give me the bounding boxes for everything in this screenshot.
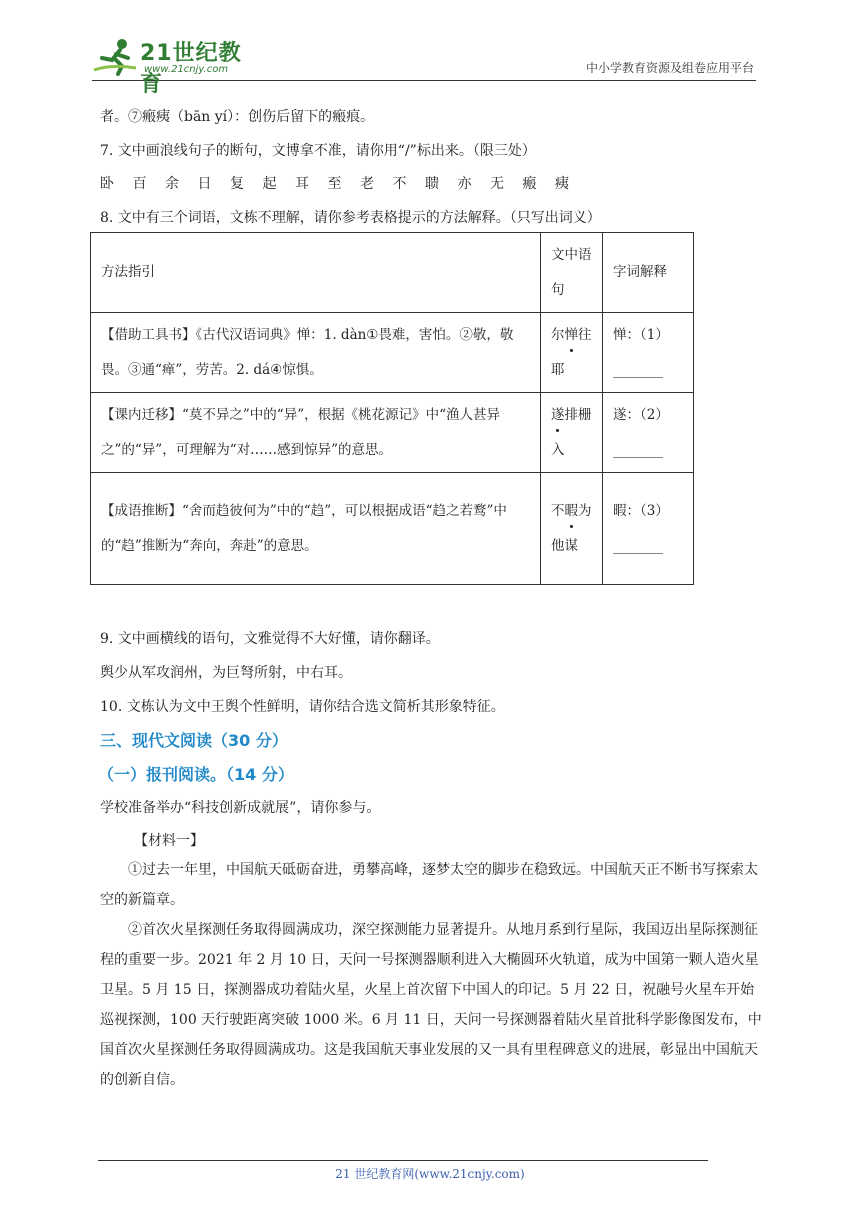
header-explain: 字词解释: [603, 233, 694, 313]
runner-logo-icon: [92, 36, 138, 76]
subsection-title: （一）报刊阅读。（14 分）: [98, 765, 294, 784]
note-line: 者。⑦瘢痍（bān yí）：创伤后留下的瘢痕。: [100, 109, 375, 125]
emphasized-char: 惮: [565, 318, 579, 353]
explain-cell: [603, 473, 694, 585]
page-header: [92, 34, 756, 97]
sentence-post: 排栅入: [551, 406, 592, 458]
material-label: 【材料一】: [134, 833, 204, 849]
logo-url: www.21cnjy.com: [144, 64, 229, 75]
sentence-cell: [541, 313, 603, 393]
question-9: 9. 文中画横线的语句，文雅觉得不大好懂，请你翻译。: [100, 631, 440, 647]
table-row: [91, 393, 694, 473]
method-cell: 【课内迁移】“莫不异之”中的“异”，根据《桃花源记》中“渔人甚异之”的“异”，可理解为“对……感到惊异”的意思。: [91, 393, 541, 473]
paragraph-2: ②首次火星探测任务取得圆满成功，深空探测能力显著提升。从地月系到行星际，我国迈出星际探测征程的重要一步。2021 年 2 月 10 日，天问一号探测器顺利进入大椭圆环火轨道，成为中国第一颗人造火星卫星。5 月 15 日，探测器成功着陆火星，火星上首次留下中国人的印记。5 月 22 日，祝融号火星车开始巡视探测，100 天行驶距离突破 1000 米。6 月 11 日，天问一号探测器着陆火星首批科学影像图发布，中国首次火星探测任务取得圆满成功。这是我国航天事业发展的又一具有里程碑意义的进展，彰显出中国航天的创新自信。: [100, 922, 762, 1088]
explain-cell: [603, 393, 694, 473]
emphasized-char: 遂: [551, 398, 565, 433]
table-row: [91, 313, 694, 393]
answer-blank[interactable]: [613, 363, 663, 378]
logo-text: 21世纪教育: [140, 41, 242, 97]
sentence-post: 为他谋: [551, 502, 592, 554]
table-row: [91, 473, 694, 585]
paragraph-1: ①过去一年里，中国航天砥砺奋进，勇攀高峰，逐梦太空的脚步在稳致远。中国航天正不断书写探索太空的新篇章。: [100, 862, 758, 908]
footer-divider: [98, 1160, 708, 1161]
answer-blank[interactable]: [613, 539, 663, 554]
question-7-sentence: 卧百余日复起耳至老不聩亦无瘢痍: [100, 176, 588, 192]
sentence-pre: 尔: [551, 326, 565, 343]
explain-cell: [603, 313, 694, 393]
table-header-row: [91, 233, 694, 313]
question-8: 8. 文中有三个词语，文栋不理解，请你参考表格提示的方法解释。（只写出词义）: [100, 210, 601, 226]
sentence-cell: [541, 473, 603, 585]
footer-text: 21 世纪教育网(www.21cnjy.com): [335, 1167, 525, 1181]
method-cell: 【借助工具书】《古代汉语词典》惮：1. dàn①畏难，害怕。②敬，敬畏。③通“瘅”，劳苦。2. dá④惊惧。: [91, 313, 541, 393]
question-9-sentence: 舆少从军攻润州，为巨弩所射，中右耳。: [100, 665, 352, 681]
section-title: 三、现代文阅读（30 分）: [100, 731, 288, 750]
method-table: [90, 232, 694, 585]
method-cell: 【成语推断】“舍而趋彼何为”中的“趋”，可以根据成语“趋之若鹜”中的“趋”推断为“奔向，奔赴”的意思。: [91, 473, 541, 585]
platform-label: 中小学教育资源及组卷应用平台: [585, 61, 754, 75]
emphasized-char: 暇: [565, 494, 579, 529]
header-method: 方法指引: [91, 233, 541, 313]
answer-blank[interactable]: [613, 443, 663, 458]
sentence-post: 往耶: [551, 326, 592, 378]
section-intro: 学校准备举办“科技创新成就展”，请你参与。: [100, 800, 381, 816]
logo: [92, 36, 262, 97]
explain-label: 暇：（3）: [613, 502, 669, 519]
question-10: 10. 文栋认为文中王舆个性鲜明，请你结合选文简析其形象特征。: [100, 699, 505, 715]
explain-label: 惮：（1）: [613, 326, 669, 343]
explain-label: 遂：（2）: [613, 406, 669, 423]
question-7: 7. 文中画浪线句子的断句，文博拿不准，请你用“/”标出来。（限三处）: [100, 143, 536, 159]
sentence-pre: 不: [551, 502, 565, 519]
sentence-cell: [541, 393, 603, 473]
header-sentence: 文中语句: [541, 233, 603, 313]
